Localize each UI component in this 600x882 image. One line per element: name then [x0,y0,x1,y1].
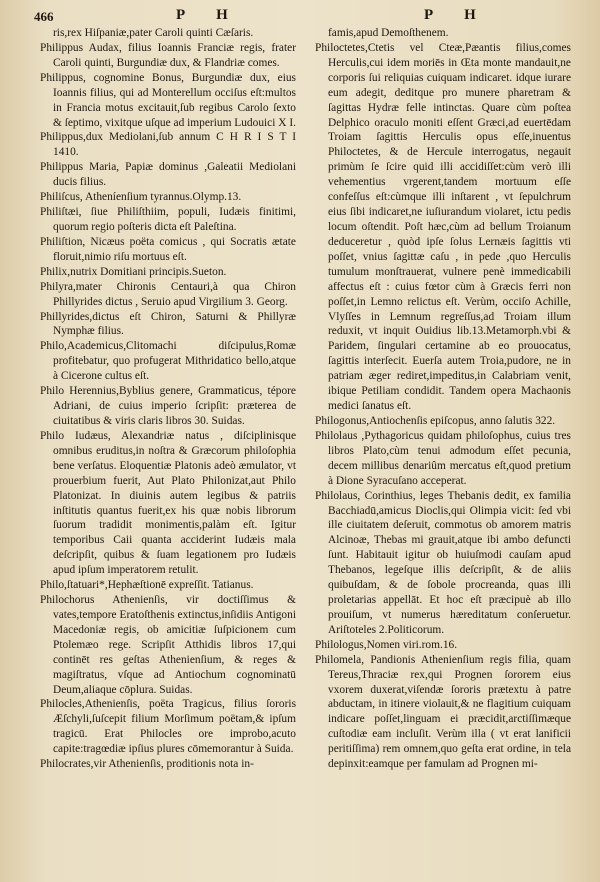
dictionary-entry: Philologus,Nomen viri.rom.16. [315,638,458,651]
dictionary-entry: ris,rex Hiſpaniæ,pater Caroli quinti Cæſaris. [53,27,254,39]
dictionary-entry: Philiſtæi, ſiue Philiſthiim, populi, Iudæis finitimi, quorum regio poſteris dicta eſt Paleſtina. [40,206,296,233]
dictionary-entry: Philomela, Pandionis Athenienſium regis filia, quam Tereus,Thraciæ rex,qui Prognen ſororem eius vxorem duxerat,viſendæ ſororis prætextu à patre abductam, in itinere violauit,& ne flagitium cuiquam indicare poſſet,linguam ei præcidit,arctiſſimæque cuſtodiæ eam incluſit. Verùm illa ( vt erat lanificii peritiſſima) rem omnem,quo geſta erat ordine, in tela depinxit:eamque per famulam ad Prognen mi- [315,653,571,771]
dictionary-entry: Philiſcus, Atheníenſium tyrannus.Olymp.13. [40,191,242,204]
dictionary-entry: Philippus Audax, filius Ioannis Franciæ regis, frater Caroli quinti, Burgundiæ dux, & Flandriæ comes. [40,41,296,69]
dictionary-entry: Philiſtion, Nicæus poëta comicus , qui Socratis ætate floruit,nimio riſu mortuus eſt. [40,235,296,263]
dictionary-entry: Philo Iudæus, Alexandriæ natus , diſciplinisque omnibus eruditus,in noſtra & Græcorum philoſophia bene verſatus. Eloquentiæ Platonis adeò æmulator, vt prouerbium fuerit, Aut Plato Philonizat,aut Philo Platonizat. In diuinis autem legibus & patriis inſtitutis quantus fuerit,ex his quæ nobis librorum ſuorum tradidit monimentis,palàm eſt. Igitur temporibus Caii quanta acciderint Iudæis mala deſcripſit, quibus & ſuam legationem pro Iudæis apud ipſum imperatorem retulit. [40,429,296,577]
dictionary-entry: Philyra,mater Chironis Centauri,à qua Chiron Phillyrides dictus , Seruio apud Virgilium 3. Georg. [40,280,296,308]
left-column [40,26,296,772]
dictionary-entry: Philix,nutrix Domitiani principis.Sueton. [40,265,227,278]
running-head-left: P H [176,7,242,23]
dictionary-entry: Philo,ſtatuari*,Hephæſtionē expreſſit. Tatianus. [40,579,254,592]
dictionary-entry: Philolaus, Corinthius, leges Thebanis dedit, ex familia Bacchiadū,amicus Dioclis,qui Olimpia vicit: ſed vbi ille ciuitatem deſeruit, commotus ob amorem matris Alcinoæ, Thebas mi grauit,atque ibi ambo defuncti ſunt. Habitauit igitur ob huiuſmodi cauſam apud Thebanos, legeſque illis deſcripſit, & de aliis quibuſdam, & de ſobole procreanda, quas illi proletarias appellāt. Et hoc eſt præcipuè ab illo prouiſum, vt numerus hæreditatum conſeruetur. Ariſtoteles 2.Politicorum. [315,489,571,636]
dictionary-entry: Philocrates,vir Athenienſis, proditionis nota in- [40,758,254,771]
dictionary-entry: Philoctetes,Ctetis vel Cteæ,Pæantis filius,comes Herculis,cui idem moriēs in Œta monte mandauit,ne corporis ſui reliquias cuiquam indicaret. idque iurare eum adegit, deditque pro munere pharetram & ſagittas Hydræ felle intinctas. Quare cùm poſtea Delphico oraculo moniti eſſent Græci,ad euertēdam Troiam ſagittis Herculis opus eſſe,inuentus Philoctetes, & de Hercule interrogatus, negauit primùm ſe ſcire quid illi accidiſſet:cùm verò illi vehementius vrgerent,tandem mortuum eſſe confeſſus eſt:cùmque illi inſtarent , vt ſepulchrum eius ſibi indicaret,ne iuſiurandum violaret, ictu pedis locum oſtendit. Poſt hæc,cùm ad bellum Troianum deduceretur , quòd ipſe ſolus Lernæis ſagittis vti poſſet, vnius ſagittæ caſu , in pede ,quo Herculis tumulum monſtrauerat, vulnere penè immedicabili affectus eſt : cuius fœtor cùm à Græcis ferri non poſſet,in Lemno relictus eſt. Verùm, occiſo Achille, Vlyſſes in Lemnum regreſſus,ad Troiam illum reduxit, vt inquit Ouidius lib.13.Metamorph.vbi & Paridem, ſingulari certamine ab eo prouocatus, ſagittis interſecit. Euerſa autem Troia,pudore, ne in patriam æger rediret,impeditus,in Calabriam venit, ibique Petiliam condidit. Tandem opera Machaonis medici ſanatus eſt. [315,41,571,413]
dictionary-entry: Philippus,dux Mediolani,ſub annum C H R I S T I 1410. [40,131,296,159]
dictionary-entry: Phillyrides,dictus eſt Chiron, Saturni & Phillyræ Nymphæ filius. [40,310,296,338]
page-number: 466 [34,9,54,24]
dictionary-entry: Philippus Maria, Papiæ dominus ,Galeatii Mediolani ducis filius. [40,161,296,189]
right-column [315,26,571,772]
dictionary-entry: famis,apud Demoſthenem. [328,27,449,39]
dictionary-entry: Philolaus ,Pythagoricus quidam philoſophus, cuius tres libros Plato,cùm tenui admodum eſſet pecunia, decem millibus denariûm mercatus eſt,quod pretium à Dione Syracuſano acceperat. [315,429,571,487]
dictionary-entry: Philippus, cognomine Bonus, Burgundiæ dux, eius Ioannis filius, qui ad Monterellum occiſus eſt:multos in Francia motus excitauit,ſub regibus Carolo ſexto & ſeptimo, vixitque uſque ad imperium Ludouici X I. [40,71,296,129]
dictionary-entry: Philochorus Athenienſis, vir doctiſſimus & vates,tempore Eratoſthenis extinctus,inſidiis Antigoni Macedoniæ regis, ob amicitiæ ſuſpicionem cum Ptolemæo rege. Scripſit Atthidis libros 17,qui continēt res geſtas Athenienſium, & reges & magiſtratus, vſque ad Antiochum cognominatū Deum,aliaque cōplura. Suidas. [40,594,296,696]
dictionary-entry: Philocles,Athenienſis, poëta Tragicus, filius ſororis Æſchyli,ſuſcepit filium Morſimum poëtam,& ipſum tragicū. Erat Philocles ore improbo,acuto capite:tragœdiæ ipſius plures cōmemorantur à Suida. [40,698,296,756]
dictionary-entry: Philogonus,Antiochenſis epiſcopus, anno ſalutis 322. [315,414,556,427]
running-head-right: P H [424,7,490,23]
dictionary-entry: Philo Herennius,Byblius genere, Grammaticus, tépore Adriani, de cuius imperio ſcripſit: præterea de ciuitatibus & viris claris libros 30. Suidas. [40,385,296,427]
dictionary-entry: Philo,Academicus,Clitomachi diſcipulus,Romæ profitebatur, quo profugerat Mithridatico bello,atque à Cicerone cultus eſt. [40,340,296,383]
